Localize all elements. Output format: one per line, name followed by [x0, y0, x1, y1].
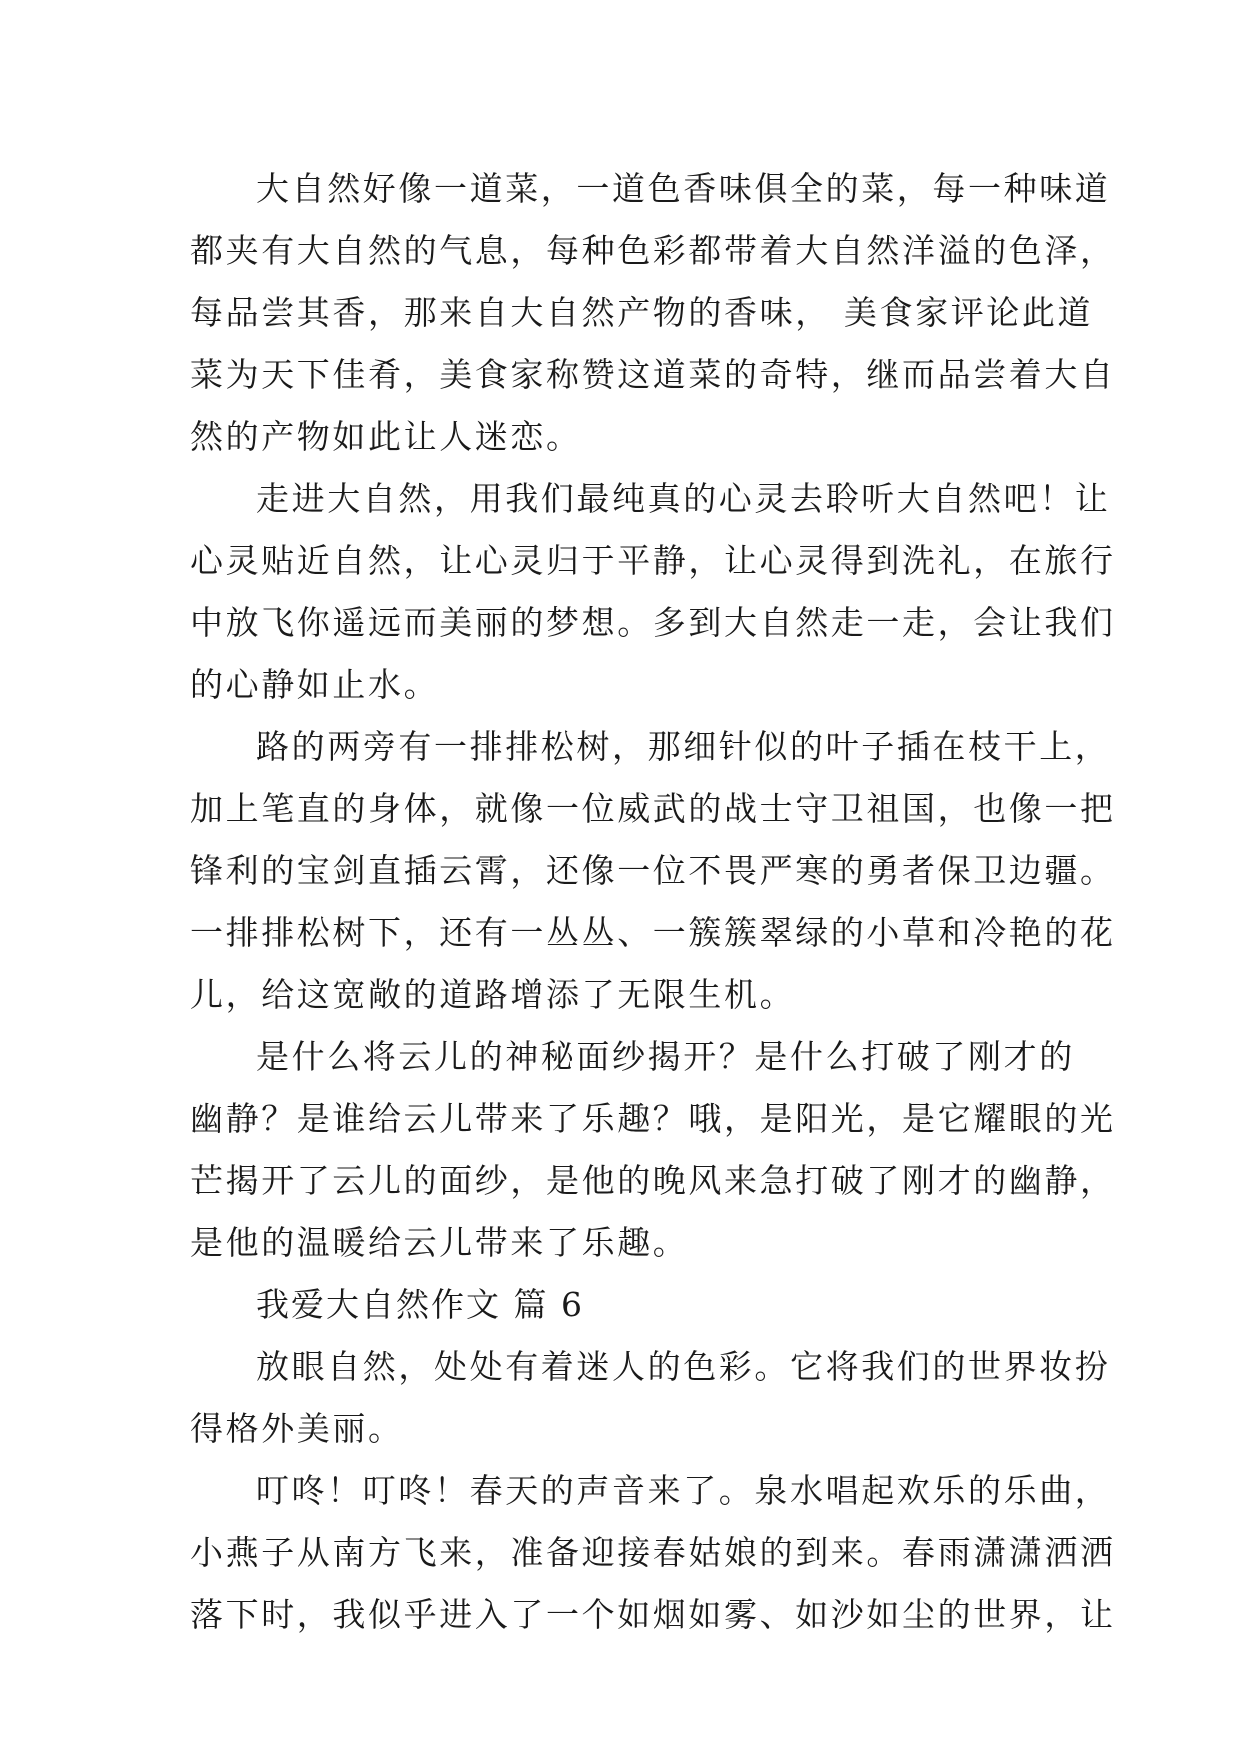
text-line: 加上笔直的身体，就像一位威武的战士守卫祖国，也像一把	[190, 789, 1116, 828]
text-line: 锋利的宝剑直插云霄，还像一位不畏严寒的勇者保卫边疆。	[190, 851, 1116, 890]
text-line: 都夹有大自然的气息，每种色彩都带着大自然洋溢的色泽，	[190, 231, 1116, 270]
paragraph	[190, 1026, 1116, 1274]
text-line: 幽静？是谁给云儿带来了乐趣？哦，是阳光，是它耀眼的光	[190, 1099, 1116, 1138]
text-line: 路的两旁有一排排松树，那细针似的叶子插在枝干上，	[256, 727, 1111, 766]
text-line: 中放飞你遥远而美丽的梦想。多到大自然走一走，会让我们	[190, 603, 1116, 642]
text-line: 叮咚！叮咚！春天的声音来了。泉水唱起欢乐的乐曲，	[256, 1471, 1111, 1510]
text-line: 菜为天下佳肴，美食家称赞这道菜的奇特，继而品尝着大自	[190, 355, 1116, 394]
text-line: 走进大自然，用我们最纯真的心灵去聆听大自然吧！让	[256, 479, 1111, 518]
paragraph	[190, 158, 1116, 468]
text-line: 是什么将云儿的神秘面纱揭开？是什么打破了刚才的	[256, 1037, 1075, 1076]
text-line: 得格外美丽。	[190, 1409, 404, 1448]
text-line: 一排排松树下，还有一丛丛、一簇簇翠绿的小草和冷艳的花	[190, 913, 1116, 952]
paragraph	[190, 716, 1116, 1026]
paragraph	[190, 468, 1116, 716]
text-line: 是他的温暖给云儿带来了乐趣。	[190, 1223, 689, 1262]
text-line: 的心静如止水。	[190, 665, 440, 704]
text-line: 落下时，我似乎进入了一个如烟如雾、如沙如尘的世界，让	[190, 1595, 1116, 1634]
text-line: 心灵贴近自然，让心灵归于平静，让心灵得到洗礼，在旅行	[190, 541, 1116, 580]
text-line: 放眼自然，处处有着迷人的色彩。它将我们的世界妆扮	[256, 1347, 1111, 1386]
text-line: 每品尝其香，那来自大自然产物的香味， 美食家评论此道	[190, 293, 1094, 332]
paragraph	[190, 1460, 1116, 1646]
paragraph	[190, 1336, 1111, 1460]
section-heading: 我爱大自然作文 篇 6	[256, 1285, 584, 1324]
text-line: 小燕子从南方飞来，准备迎接春姑娘的到来。春雨潇潇洒洒	[190, 1533, 1116, 1572]
text-line: 儿，给这宽敞的道路增添了无限生机。	[190, 975, 796, 1014]
text-line: 然的产物如此让人迷恋。	[190, 417, 582, 456]
text-line: 大自然好像一道菜，一道色香味俱全的菜，每一种味道	[256, 169, 1111, 208]
text-line: 芒揭开了云儿的面纱，是他的晚风来急打破了刚才的幽静，	[190, 1161, 1116, 1200]
document-page	[190, 158, 1116, 1646]
